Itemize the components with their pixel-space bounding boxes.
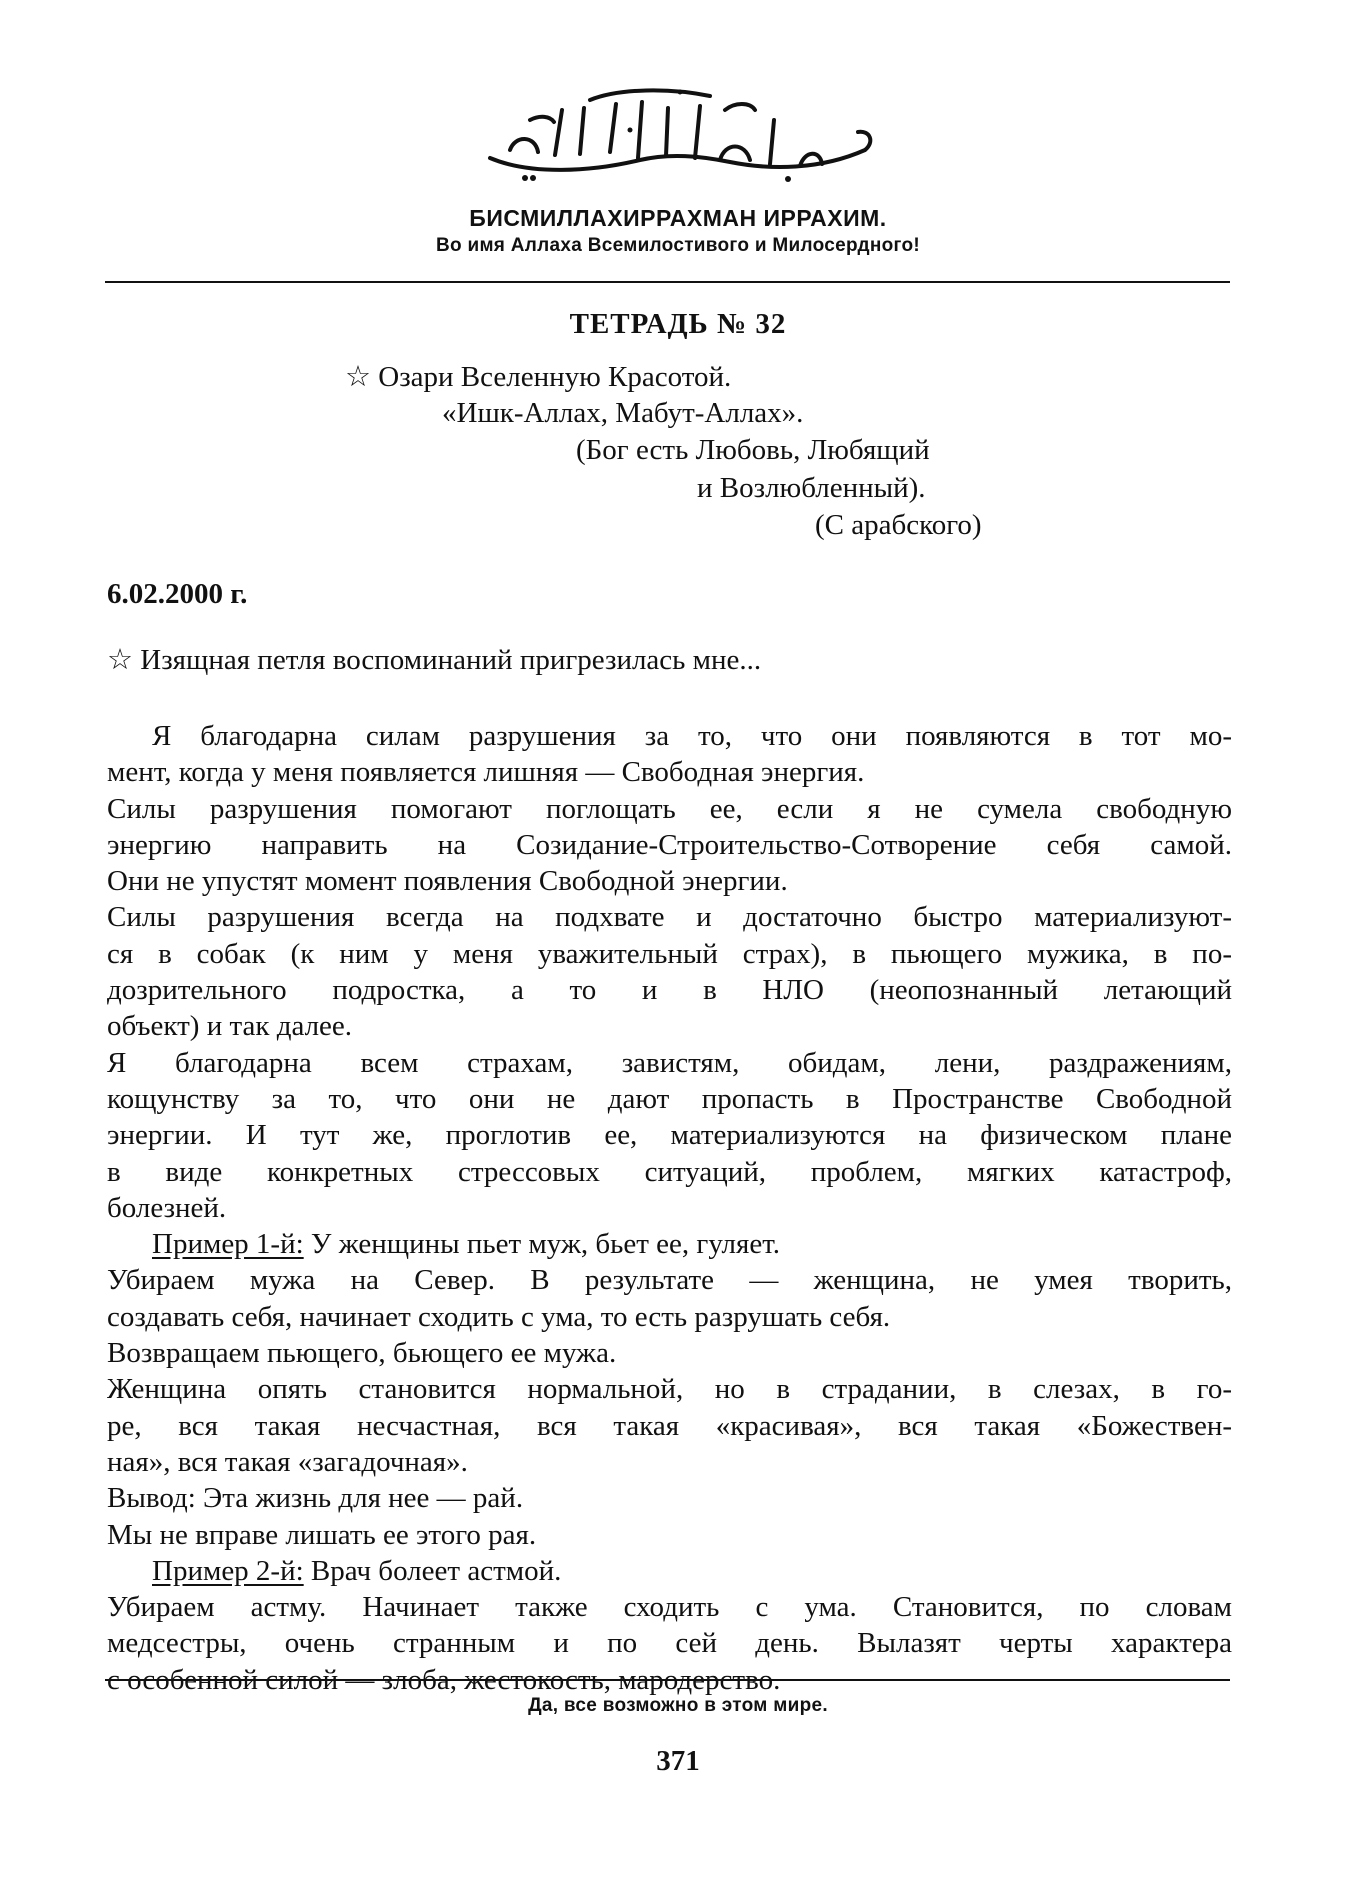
text-line: энергии. И тут же, проглотив ее, материализуются на физическом плане bbox=[107, 1119, 1232, 1152]
text-line: в виде конкретных стрессовых ситуаций, проблем, мягких катастроф, bbox=[107, 1155, 1232, 1188]
text-line: ная», вся такая «загадочная». bbox=[107, 1445, 468, 1478]
text-line: Я благодарна силам разрушения за то, что они появляются в тот мо- bbox=[152, 720, 1232, 752]
footer-divider bbox=[105, 1679, 1230, 1681]
running-footer: Да, все возможно в этом мире. bbox=[528, 1695, 828, 1716]
text-line: энергию направить на Созидание-Строительство-Сотворение себя самой. bbox=[107, 828, 1232, 861]
text-line: Они не упустят момент появления Свободной энергии. bbox=[107, 865, 788, 898]
text-line: Возвращаем пьющего, бьющего ее мужа. bbox=[107, 1337, 617, 1370]
star-outline-icon: ☆ bbox=[107, 644, 133, 676]
star-outline-icon: ☆ bbox=[345, 361, 371, 393]
text-line: болезней. bbox=[107, 1191, 227, 1224]
text-line: Убираем мужа на Север. В результате — женщина, не умея творить, bbox=[107, 1264, 1232, 1297]
bismillah-calligraphy-icon bbox=[470, 80, 890, 185]
example-2-label: Пример 2-й: bbox=[152, 1554, 304, 1587]
header-divider bbox=[105, 281, 1230, 283]
text-line: Мы не вправе лишать ее этого рая. bbox=[107, 1518, 537, 1551]
text-line: Я благодарна всем страхам, завистям, обидам, лени, раздражениям, bbox=[107, 1046, 1232, 1079]
epigraph-line-5: (С арабского) bbox=[815, 509, 982, 541]
bismillah-title: БИСМИЛЛАХИРРАХМАН ИРРАХИМ. bbox=[469, 205, 887, 231]
text-line: медсестры, очень странным и по сей день. Вылазят черты характера bbox=[107, 1627, 1232, 1660]
text-line: объект) и так далее. bbox=[107, 1010, 353, 1043]
page-number: 371 bbox=[656, 1745, 700, 1777]
notebook-title: ТЕТРАДЬ № 32 bbox=[569, 308, 787, 340]
entry-intro: ☆ Изящная петля воспоминаний пригрезилась мне... bbox=[107, 644, 762, 676]
text-line: ся в собак (к ним у меня уважительный страх), в пьющего мужика, в по- bbox=[107, 937, 1232, 970]
text-line: Силы разрушения всегда на подхвате и достаточно быстро материализуют- bbox=[107, 901, 1232, 934]
example-2-line: Пример 2-й: Врач болеет астмой. bbox=[152, 1554, 562, 1587]
text-line: создавать себя, начинает сходить с ума, то есть разрушать себя. bbox=[107, 1300, 891, 1333]
epigraph-line-3: (Бог есть Любовь, Любящий bbox=[576, 434, 930, 466]
text-line: ре, вся такая несчастная, вся такая «красивая», вся такая «Божествен- bbox=[107, 1409, 1232, 1442]
text-line: кощунству за то, что они не дают пропасть в Пространстве Свободной bbox=[107, 1082, 1232, 1115]
bismillah-translation: Во имя Аллаха Всемилостивого и Милосердного! bbox=[435, 235, 921, 256]
example-1-label: Пример 1-й: bbox=[152, 1228, 304, 1261]
text-line: Убираем астму. Начинает также сходить с ума. Становится, по словам bbox=[107, 1591, 1232, 1624]
text-line: дозрительного подростка, а то и в НЛО (неопознанный летающий bbox=[107, 974, 1232, 1007]
text-line: мент, когда у меня появляется лишняя — Свободная энергия. bbox=[107, 756, 865, 789]
epigraph-line-4: и Возлюбленный). bbox=[697, 472, 926, 504]
text-line: Женщина опять становится нормальной, но в страдании, в слезах, в го- bbox=[107, 1373, 1232, 1406]
text-line: Вывод: Эта жизнь для нее — рай. bbox=[107, 1482, 524, 1515]
text-line: Силы разрушения помогают поглощать ее, если я не сумела свободную bbox=[107, 792, 1232, 825]
example-1-line: Пример 1-й: У женщины пьет муж, бьет ее, гуляет. bbox=[152, 1228, 780, 1261]
entry-date: 6.02.2000 г. bbox=[107, 578, 248, 610]
epigraph-line-1: ☆ Озари Вселенную Красотой. bbox=[345, 361, 732, 393]
text-line: с особенной силой — злоба, жестокость, мародерство. bbox=[107, 1663, 781, 1696]
entry-body bbox=[107, 640, 1232, 1698]
epigraph-line-2: «Ишк-Аллах, Мабут-Аллах». bbox=[442, 397, 804, 429]
